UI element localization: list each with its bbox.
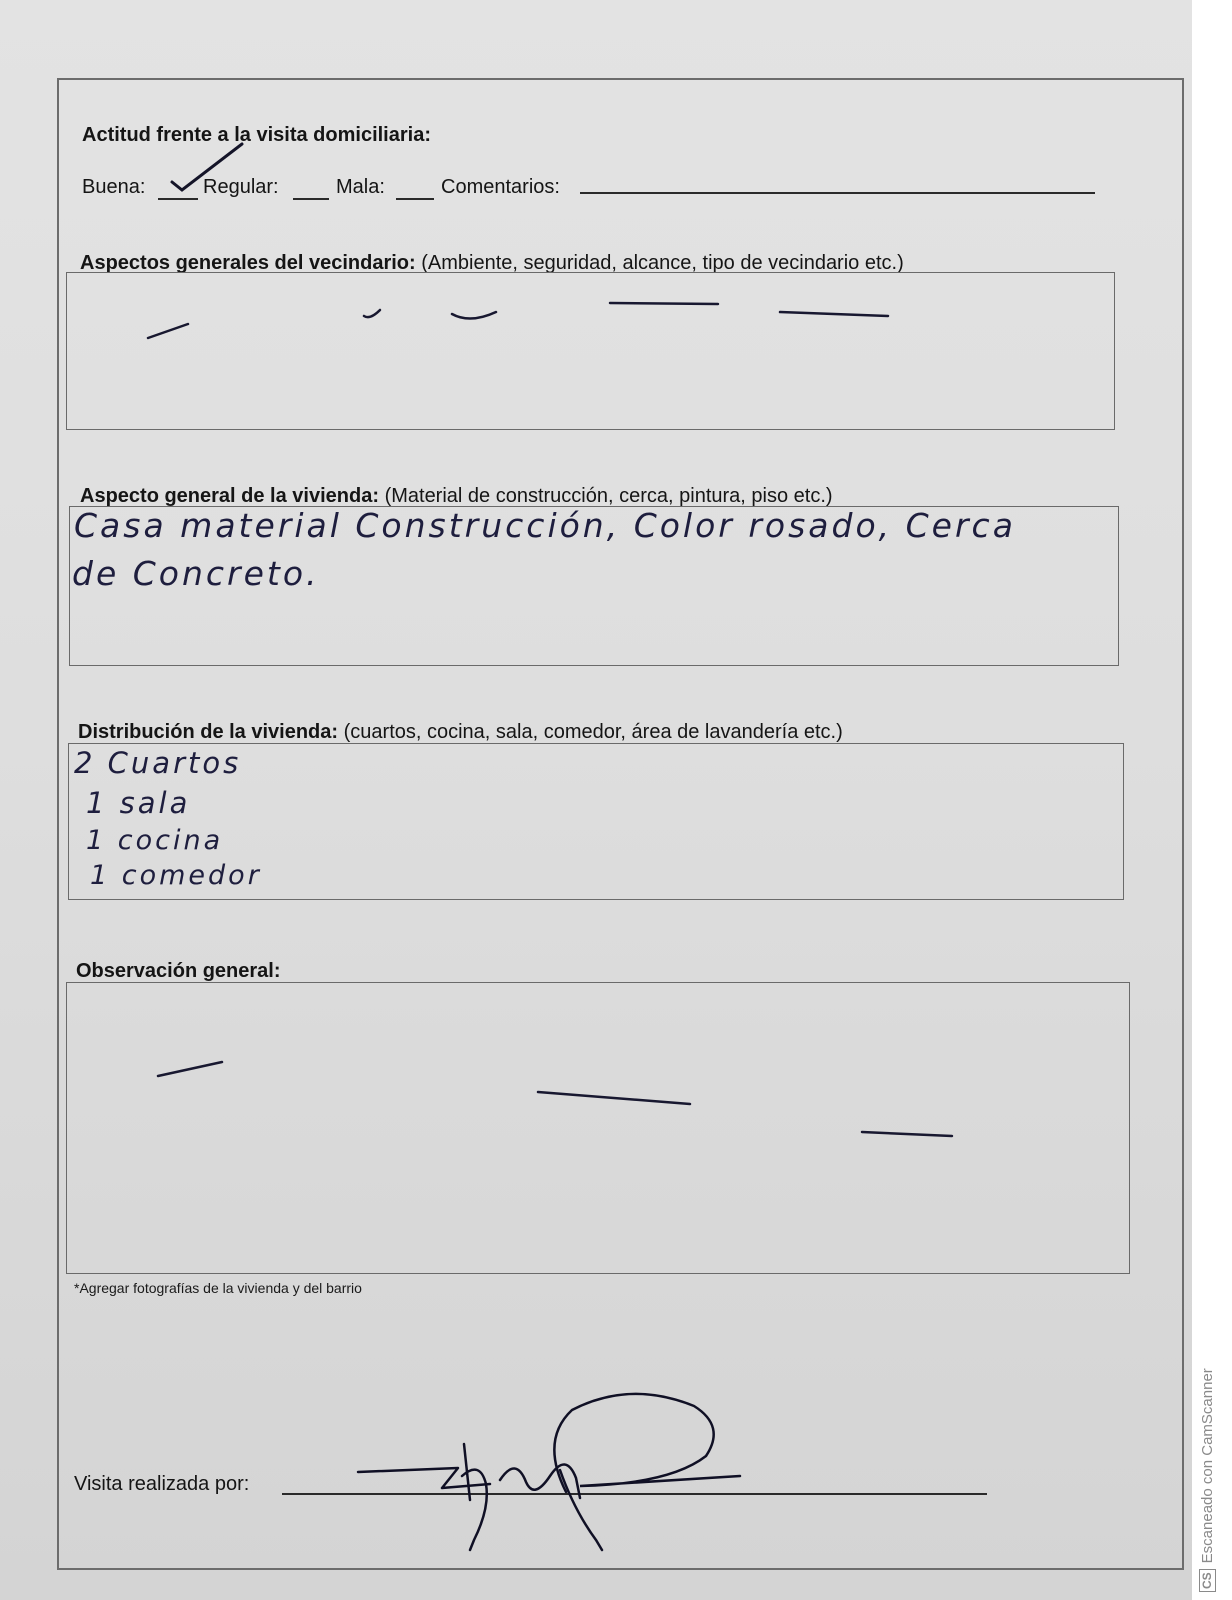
option-mala-blank[interactable]: [396, 198, 434, 200]
distribution-handwriting-line-4: 1 comedor: [90, 860, 262, 891]
neighborhood-strike-marks: [140, 290, 900, 350]
distribution-handwriting-line-2: 1 sala: [86, 786, 191, 820]
distribution-title: Distribución de la vivienda: (cuartos, cocina, sala, comedor, área de lavandería etc.): [78, 721, 843, 743]
observation-strike-marks: [150, 1048, 970, 1148]
footnote: *Agregar fotografías de la vivienda y del barrio: [74, 1280, 362, 1296]
option-buena-label: Buena:: [82, 176, 146, 198]
signature-image: [340, 1380, 760, 1560]
comments-label: Comentarios:: [441, 176, 560, 198]
housing-handwriting-line-1: Casa material Construcción, Color rosado, Cerca: [74, 506, 1016, 545]
neighborhood-title: Aspectos generales del vecindario: (Ambiente, seguridad, alcance, tipo de vecindario etc.): [80, 252, 904, 274]
attitude-heading: Actitud frente a la visita domiciliaria:: [82, 124, 431, 146]
observation-title: Observación general:: [76, 960, 281, 982]
scanner-margin: [1192, 0, 1232, 1600]
distribution-handwriting-line-3: 1 cocina: [86, 825, 224, 856]
camscanner-watermark: [1199, 1368, 1216, 1592]
option-regular-blank[interactable]: [293, 198, 329, 200]
housing-handwriting-line-2: de Concreto.: [72, 554, 320, 593]
camscanner-text: Escaneado con CamScanner: [1199, 1368, 1216, 1564]
signature-label: Visita realizada por:: [74, 1473, 250, 1495]
option-buena-blank[interactable]: [158, 198, 198, 200]
camscanner-logo-icon: CS: [1199, 1569, 1216, 1592]
option-mala-label: Mala:: [336, 176, 385, 198]
comments-line[interactable]: [580, 192, 1095, 194]
housing-title: Aspecto general de la vivienda: (Material de construcción, cerca, pintura, piso etc.): [80, 485, 833, 507]
option-regular-label: Regular:: [203, 176, 279, 198]
distribution-handwriting-line-1: 2 Cuartos: [74, 746, 242, 780]
